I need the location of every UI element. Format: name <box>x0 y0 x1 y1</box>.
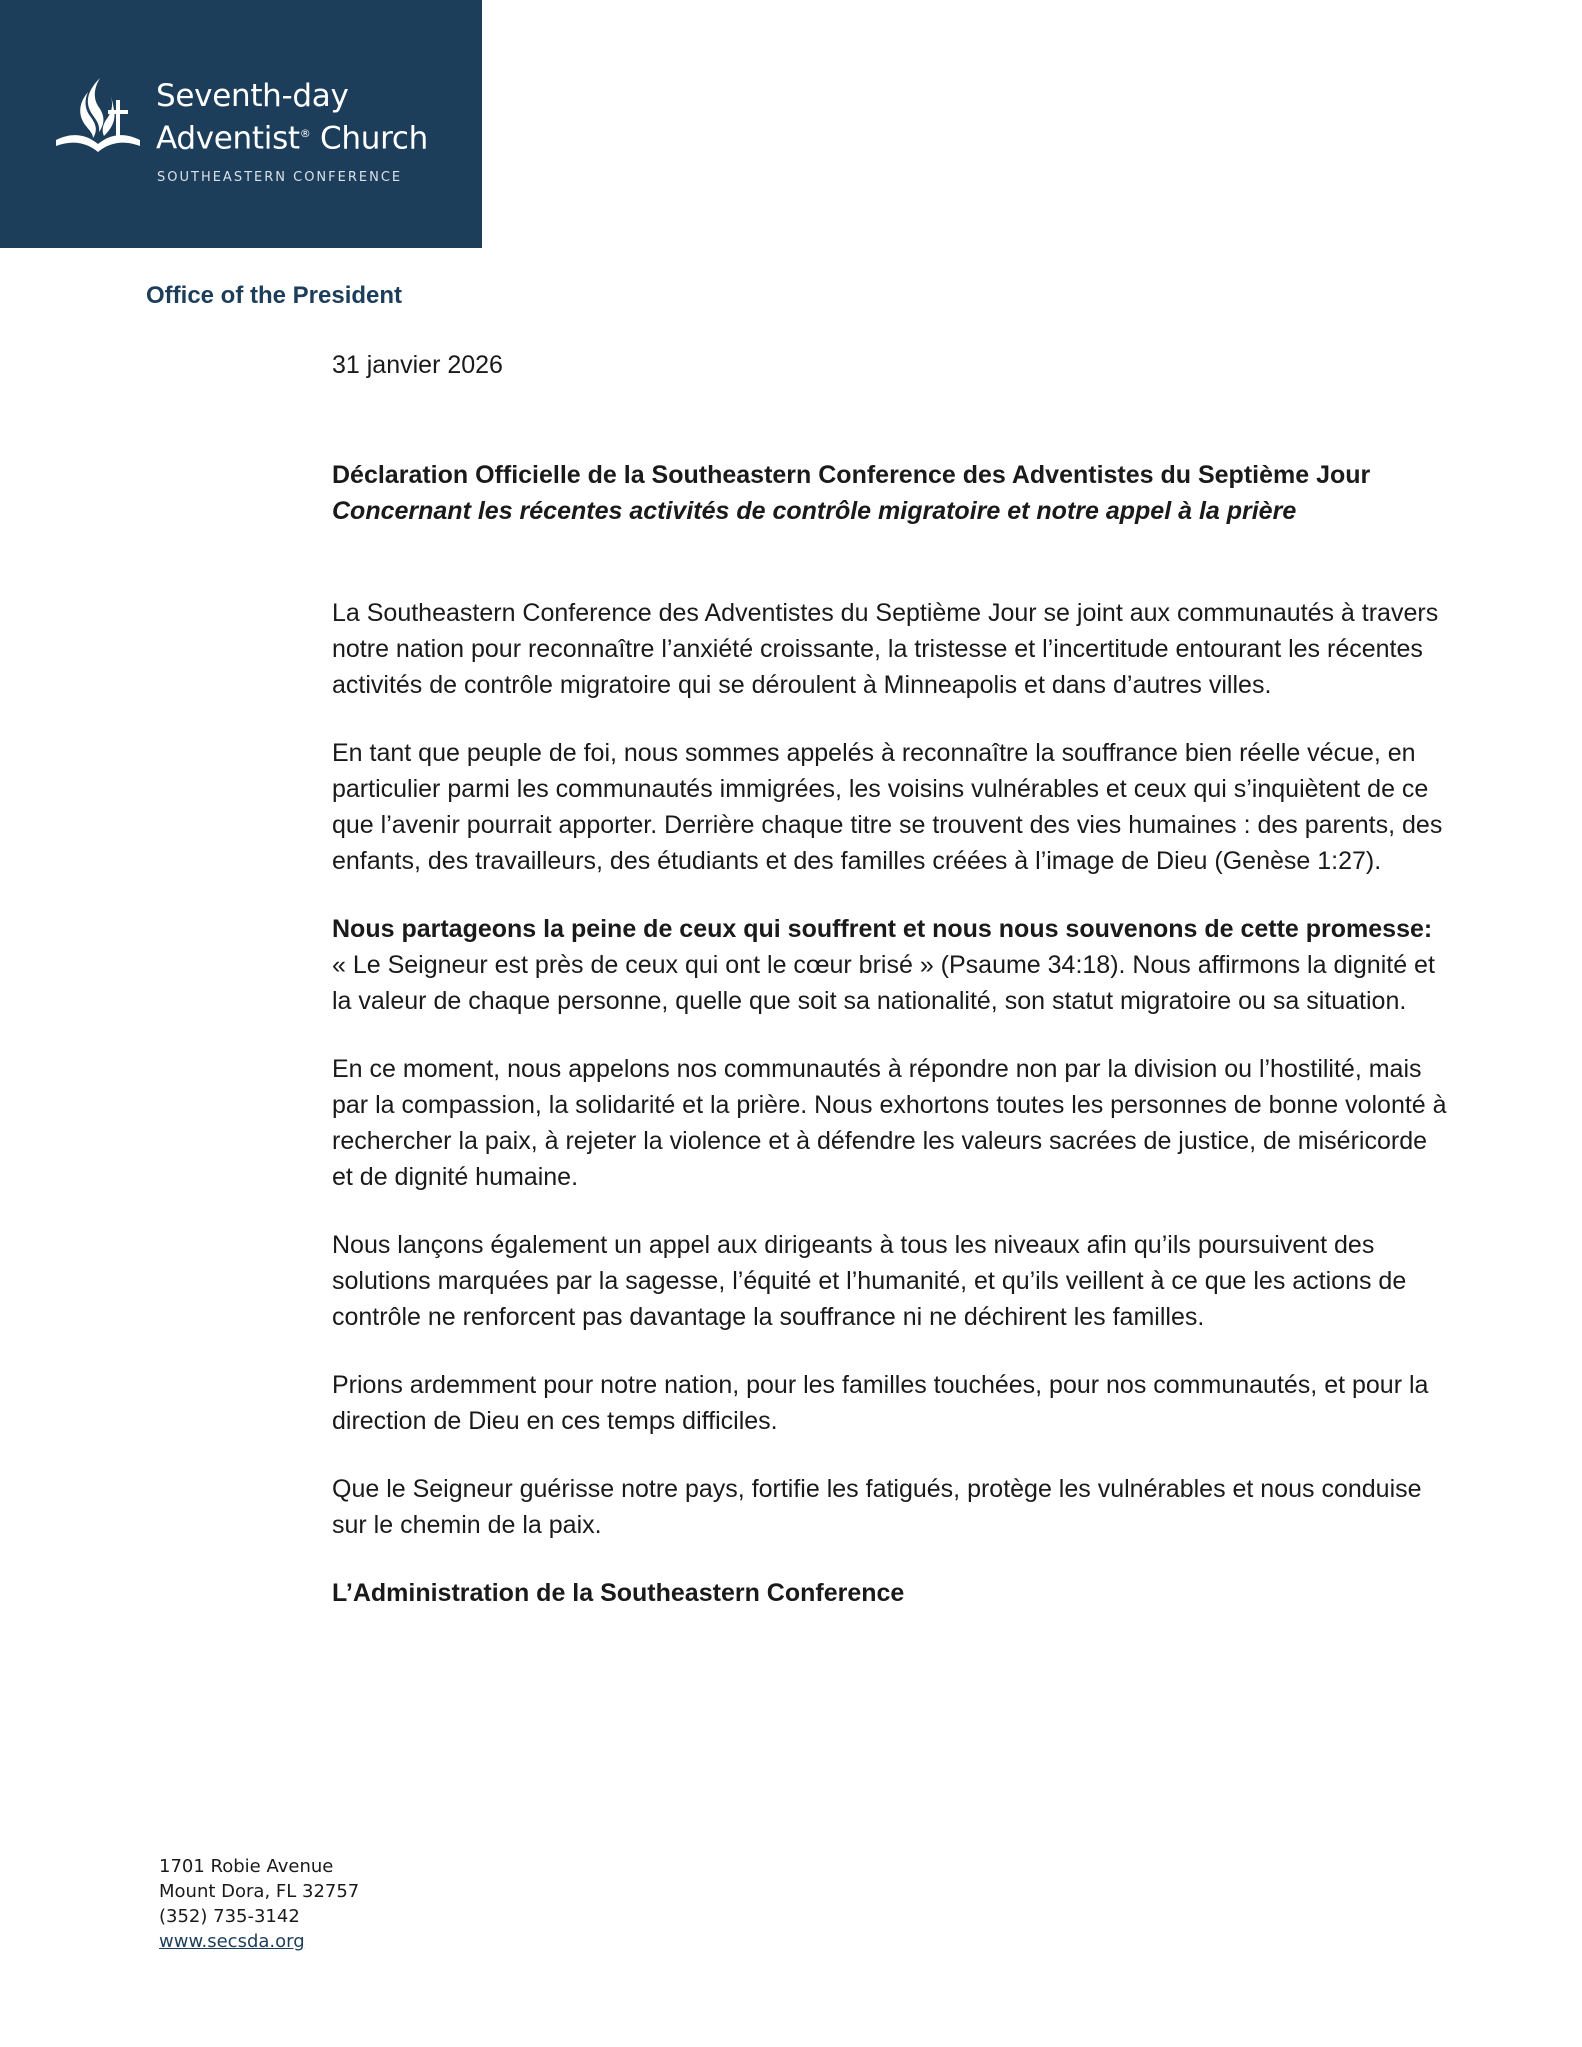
logo-org-line2 <box>156 116 428 156</box>
paragraph-4: En ce moment, nous appelons nos communautés à répondre non par la division ou l’hostilité, mais par la compassion, la solidarité et la prière. Nous exhortons toutes les personnes de bonne volonté à rechercher la paix, à rejeter la violence et à défendre les valeurs sacrées de justice, de miséricorde et de dignité humaine. <box>332 1055 1447 1191</box>
paragraph-7: Que le Seigneur guérisse notre pays, fortifie les fatigués, protège les vulnérables et nous conduise sur le chemin de la paix. <box>332 1475 1422 1539</box>
paragraph-3 <box>332 911 1452 1019</box>
adventist-flame-book-logo-icon <box>52 74 144 158</box>
logo-conference-name: SOUTHEASTERN CONFERENCE <box>157 170 403 185</box>
footer-phone: (352) 735-3142 <box>159 1906 300 1927</box>
paragraph-2: En tant que peuple de foi, nous sommes appelés à reconnaître la souffrance bien réelle vécue, en particulier parmi les communautés immigrées, les voisins vulnérables et ceux qui s’inquiètent de ce que l’avenir pourrait apporter. Derrière chaque titre se trouvent des vies humaines : des parents, des enfants, des travailleurs, des étudiants et des familles créées à l’image de Dieu (Genèse 1:27). <box>332 739 1443 875</box>
paragraph-5: Nous lançons également un appel aux dirigeants à tous les niveaux afin qu’ils poursuivent des solutions marquées par la sagesse, l’équité et l’humanité, et qu’ils veillent à ce que les actions de contrôle ne renforcent pas davantage la souffrance ni ne déchirent les familles. <box>332 1231 1407 1331</box>
letterhead-banner <box>0 0 482 248</box>
logo-org-church: Church <box>310 120 428 157</box>
statement-title-bold: Déclaration Officielle de la Southeastern Conference des Adventistes du Septième Jour <box>332 461 1371 489</box>
letter-date: 31 janvier 2026 <box>332 351 503 379</box>
paragraph-3-bold: Nous partageons la peine de ceux qui souffrent et nous nous souvenons de cette promesse: <box>332 915 1433 943</box>
office-heading: Office of the President <box>146 282 403 309</box>
statement-title <box>332 457 1452 529</box>
logo-org-line1: Seventh-day <box>156 78 349 114</box>
footer-city: Mount Dora, FL 32757 <box>159 1881 360 1902</box>
paragraph-1: La Southeastern Conference des Adventistes du Septième Jour se joint aux communautés à travers notre nation pour reconnaître l’anxiété croissante, la tristesse et l’incertitude entourant les récentes activités de contrôle migratoire qui se déroulent à Minneapolis et dans d’autres villes. <box>332 599 1439 699</box>
signature: L’Administration de la Southeastern Conference <box>332 1579 905 1607</box>
footer-street: 1701 Robie Avenue <box>159 1856 334 1877</box>
paragraph-6: Prions ardemment pour notre nation, pour les familles touchées, pour nos communautés, et pour la direction de Dieu en ces temps difficiles. <box>332 1371 1429 1435</box>
paragraph-3-rest: « Le Seigneur est près de ceux qui ont le cœur brisé » (Psaume 34:18). Nous affirmons la dignité et la valeur de chaque personne, quelle que soit sa nationalité, son statut migratoire ou sa situation. <box>332 951 1435 1015</box>
footer-address <box>159 1854 359 1954</box>
logo-registered-mark: ® <box>299 127 311 140</box>
statement-title-italic: Concernant les récentes activités de contrôle migratoire et notre appel à la prière <box>332 497 1297 525</box>
letter-body <box>332 457 1452 1611</box>
footer-website-link[interactable]: www.secsda.org <box>159 1931 305 1952</box>
logo-org-adventist: Adventist <box>156 120 300 157</box>
